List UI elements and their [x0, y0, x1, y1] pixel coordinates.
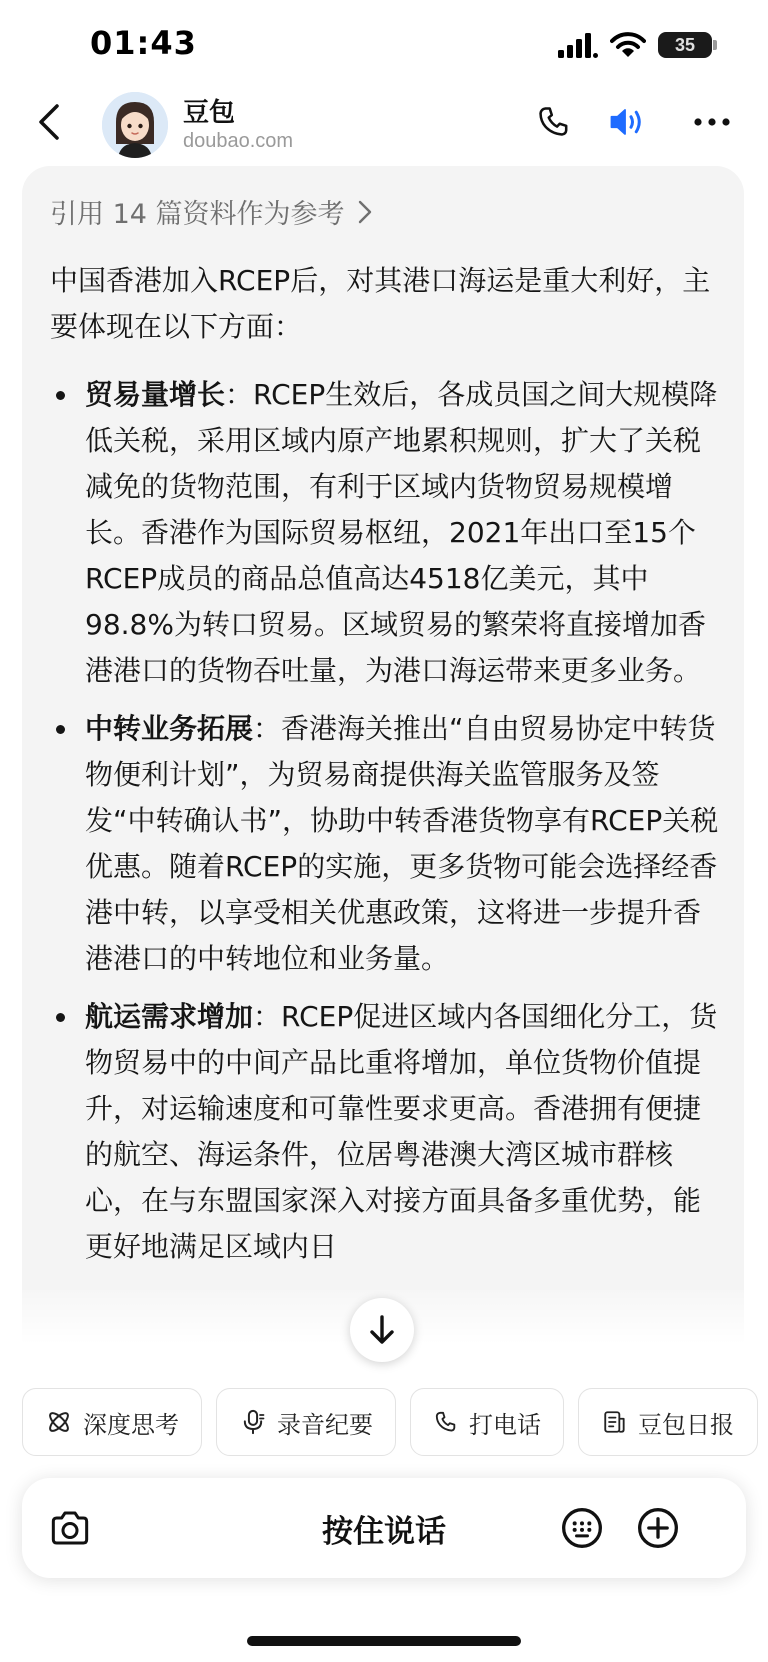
back-button[interactable]: [28, 100, 72, 144]
speaker-toggle-button[interactable]: [604, 98, 652, 146]
scroll-to-bottom-button[interactable]: [350, 1298, 414, 1362]
bullet-title: 航运需求增加: [85, 1000, 254, 1033]
arrow-down-icon: [367, 1314, 397, 1346]
chat-header: [0, 84, 768, 164]
bullet-text: ：RCEP促进区域内各国细化分工，货物贸易中的中间产品比重将增加，单位货物价值提升，对运输速度和可靠性要求更高。香港拥有便捷的航空、海运条件，位居粤港澳大湾区城市群核心，在与东盟国家深入对接方面具备多重优势，能更好地满足区域内日: [85, 1000, 718, 1263]
wifi-icon: [610, 32, 646, 58]
phone-icon: [535, 103, 573, 141]
status-icons: [558, 30, 712, 60]
cellular-signal-icon: [558, 32, 598, 58]
more-options-button[interactable]: [688, 98, 736, 146]
newspaper-icon: [602, 1409, 628, 1435]
bullet-title: 中转业务拓展: [85, 712, 254, 745]
bullet-list: [50, 372, 720, 1270]
atom-icon: [45, 1408, 73, 1436]
quick-action-daily-report[interactable]: [578, 1388, 758, 1456]
keyboard-icon: [560, 1506, 604, 1550]
bullet-text: ：香港海关推出“自由贸易协定中转货物便利计划”，为贸易商提供海关监管服务及签发“中转确认书”，协助中转香港货物享有RCEP关税优惠。随着RCEP的实施，更多货物可能会选择经香港中转，以享受相关优惠政策，这将进一步提升香港港口的中转地位和业务量。: [85, 712, 719, 975]
chevron-left-icon: [35, 102, 65, 142]
list-item: [50, 706, 720, 982]
phone-icon: [433, 1409, 459, 1435]
chevron-right-icon: [357, 199, 373, 225]
bullet-title: 贸易量增长: [85, 378, 226, 411]
assistant-message: [22, 166, 744, 1366]
message-body: [50, 258, 720, 1282]
battery-icon: [658, 32, 712, 58]
quick-action-recording-notes[interactable]: [216, 1388, 396, 1456]
more-dots-icon: [692, 116, 732, 128]
battery-level: 35: [674, 34, 696, 55]
bot-name: 豆包: [183, 98, 236, 128]
speaker-icon: [607, 103, 649, 141]
status-time: 01:43: [90, 24, 197, 62]
quick-action-label: 录音纪要: [277, 1410, 373, 1439]
input-bar: [22, 1478, 746, 1578]
camera-button[interactable]: [46, 1504, 94, 1552]
keyboard-toggle-button[interactable]: [558, 1504, 606, 1552]
plus-circle-icon: [636, 1506, 680, 1550]
home-indicator: [247, 1636, 521, 1646]
list-item: [50, 372, 720, 694]
quick-action-deep-thinking[interactable]: [22, 1388, 202, 1456]
quick-action-phone-call[interactable]: [410, 1388, 564, 1456]
avatar[interactable]: [102, 92, 168, 158]
quick-actions: [22, 1388, 758, 1456]
bullet-text: ：RCEP生效后，各成员国之间大规模降低关税，采用区域内原产地累积规则，扩大了关税减免的货物范围，有利于区域内货物贸易规模增长。香港作为国际贸易枢纽，2021年出口至15个RCEP成员的商品总值高达4518亿美元，其中98.8%为转口贸易。区域贸易的繁荣将直接增加香港港口的货物吞吐量，为港口海运带来更多业务。: [85, 378, 718, 687]
bot-domain: doubao.com: [183, 130, 294, 152]
quick-action-label: 豆包日报: [638, 1410, 734, 1439]
list-item: [50, 994, 720, 1270]
avatar-icon: [102, 92, 168, 158]
status-bar: [0, 0, 768, 80]
quick-action-label: 深度思考: [83, 1410, 179, 1439]
voice-call-button[interactable]: [530, 98, 578, 146]
camera-icon: [48, 1508, 92, 1548]
message-intro: 中国香港加入RCEP后，对其港口海运是重大利好，主要体现在以下方面：: [50, 264, 711, 343]
references-text: 引用 14 篇资料作为参考: [50, 199, 345, 230]
hold-to-talk-button[interactable]: 按住说话: [322, 1513, 446, 1550]
microphone-icon: [239, 1408, 267, 1436]
add-attachment-button[interactable]: [634, 1504, 682, 1552]
quick-action-label: 打电话: [469, 1410, 541, 1439]
references-link[interactable]: [50, 192, 373, 231]
